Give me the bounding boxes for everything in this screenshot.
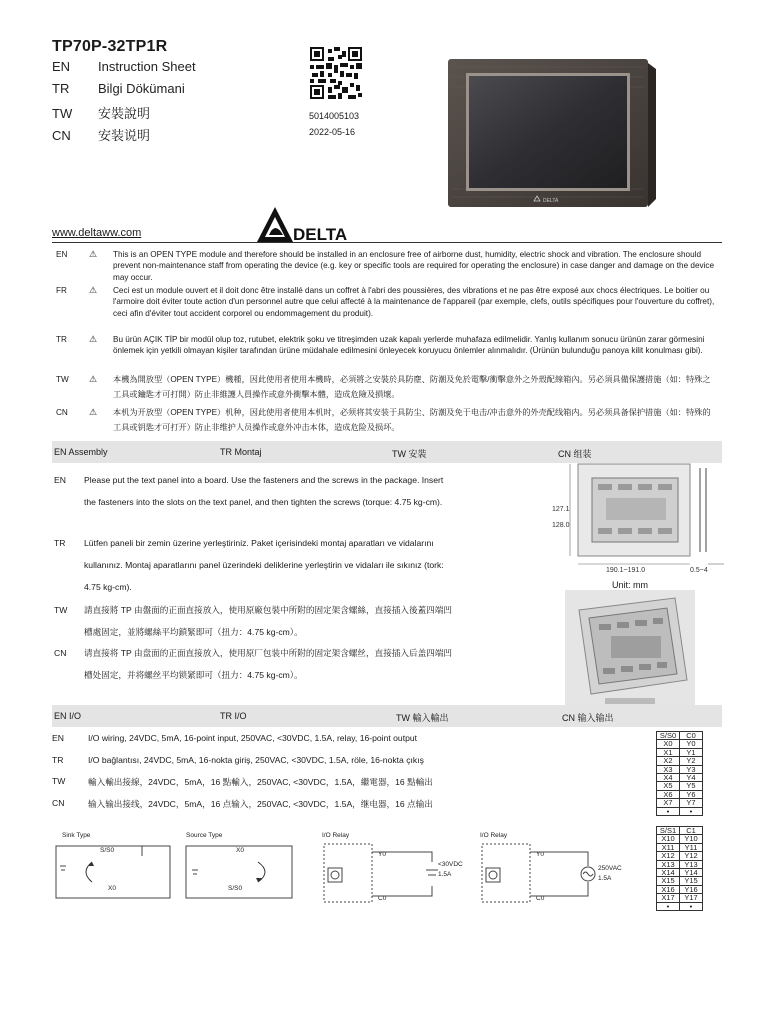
io-lang: TR (52, 755, 64, 765)
relay1-y0-label: Y0 (378, 851, 386, 858)
source-type-label: Source Type (186, 832, 223, 839)
io-wiring-diagrams (52, 826, 702, 906)
document-date: 2022-05-16 (309, 127, 356, 137)
caution-icon: ⚠ (89, 374, 98, 384)
model-title: TP70P-32TP1R (52, 38, 168, 55)
relay2-c0-label: C0 (536, 895, 545, 902)
assembly-line: 請直接將 TP 由盤面的正面直接放入，使用原廠包裝中所附的固定架含螺絲，直接插入後蓋四端凹 (84, 605, 452, 615)
lang-row-cn (52, 125, 150, 144)
output-terminal: C0 (680, 732, 703, 740)
assembly-line: Lütfen paneli bir zemin üzerine yerleştiriniz. Paket içerisindeki montaj aparatları ve vidalarını (84, 538, 434, 548)
dim-height-outer: 127.1 (552, 506, 570, 513)
lang-label: 安裝說明 (98, 106, 151, 121)
relay2-voltage: 250VAC (598, 865, 622, 872)
caution-icon: ⚠ (89, 285, 98, 295)
io-text: 输入输出接线，24VDC，5mA，16 点输入，250VAC, <30VDC，1.5A，继电器，16 点输出 (88, 799, 433, 809)
terminal-block-upper (656, 731, 703, 816)
input-terminal: X17 (657, 894, 680, 902)
relay-label-1: I/O Relay (322, 832, 350, 839)
qr-code-icon (310, 47, 362, 99)
input-terminal: • (657, 902, 680, 910)
warning-lang: TR (56, 335, 67, 344)
assembly-heading-cn: CN 组装 (558, 449, 592, 459)
assembly-heading-tr: TR Montaj (220, 447, 262, 457)
io-section-bar (52, 705, 722, 727)
input-terminal: X10 (657, 835, 680, 843)
input-terminal: S/S1 (657, 827, 680, 835)
sink-ss0-label: S/S0 (100, 847, 115, 854)
io-lang: EN (52, 733, 64, 743)
output-terminal: • (680, 807, 703, 815)
assembly-line: 槽处固定，并将螺丝平均锁紧即可（扭力：4.75 kg-cm）。 (84, 670, 303, 680)
output-terminal: Y15 (680, 877, 703, 885)
dim-height-inner: 128.0 (552, 522, 570, 529)
input-terminal: X14 (657, 869, 680, 877)
input-terminal: X1 (657, 748, 680, 756)
output-terminal: Y11 (680, 843, 703, 851)
input-terminal: X5 (657, 782, 680, 790)
io-text: I/O bağlantısı, 24VDC, 5mA, 16-nokta giriş, 250VAC, <30VDC, 1.5A, röle, 16-nokta çıkış (88, 755, 424, 765)
device-badge: DELTA (543, 198, 559, 204)
assembly-heading-en: EN Assembly (54, 447, 108, 457)
lang-code: TR (52, 81, 70, 96)
source-x0-label: X0 (236, 847, 244, 854)
delta-logo (255, 205, 355, 245)
output-terminal: Y3 (680, 765, 703, 773)
assembly-lang: TR (54, 538, 66, 548)
io-heading-tr: TR I/O (220, 711, 247, 721)
sink-type-label: Sink Type (62, 832, 91, 839)
output-terminal: Y10 (680, 835, 703, 843)
input-terminal: X15 (657, 877, 680, 885)
hmi-panel-image (448, 57, 656, 209)
output-terminal: Y2 (680, 757, 703, 765)
input-terminal: X12 (657, 852, 680, 860)
relay2-y0-label: Y0 (536, 851, 544, 858)
relay2-current: 1.5A (598, 875, 612, 882)
relay-label-2: I/O Relay (480, 832, 508, 839)
assembly-lang: CN (54, 648, 67, 658)
website-link[interactable]: www.deltaww.com (52, 227, 142, 239)
warning-text: Bu ürün AÇIK TİP bir modül olup toz, rutubet, elektrik şoku ve titreşimden uzak kapalı yerlerde muhafaza edilmelidir. Yanlış kullanım sonucu ürünün zarar görmesini önlemek için yetkili olmayan kişiler tarafından ürüne müdahale edilmesini önleyecek koruyucu önlemler alınmalıdır. (Ürünün bulunduğu panoya kilit konulması gibi). (113, 335, 705, 356)
output-terminal: Y6 (680, 790, 703, 798)
lang-row-tr (52, 81, 185, 96)
assembly-line: 槽處固定，並將螺絲平均鎖緊即可（扭力：4.75 kg-cm）。 (84, 627, 303, 637)
assembly-line: 请直接将 TP 由盘面的正面直接放入，使用原厂包装中所附的固定架含螺丝，直接插入后盖四端凹 (84, 648, 452, 658)
output-terminal: Y5 (680, 782, 703, 790)
output-terminal: Y16 (680, 885, 703, 893)
input-terminal: X0 (657, 740, 680, 748)
io-text: 輸入輸出接線，24VDC，5mA，16 點輸入，250VAC, <30VDC，1.5A，繼電器，16 點輸出 (88, 777, 433, 787)
io-heading-cn: CN 输入输出 (562, 713, 614, 723)
rear-panel-drawing (565, 590, 695, 708)
output-terminal: Y7 (680, 799, 703, 807)
relay1-c0-label: C0 (378, 895, 387, 902)
output-terminal: C1 (680, 827, 703, 835)
warning-text: This is an OPEN TYPE module and therefore should be installed in an enclosure free of airborne dust, humidity, electric shock and vibration. The enclosure should prevent non-maintenance staff from operating the device (e.g. key or specific tools are required for operating the enclosure) in case danger and damage on the device may occur. (113, 250, 715, 282)
warning-lang: CN (56, 408, 68, 417)
output-terminal: Y0 (680, 740, 703, 748)
output-terminal: Y14 (680, 869, 703, 877)
dim-width: 190.1~191.0 (606, 567, 646, 574)
assembly-line: 4.75 kg-cm). (84, 582, 132, 592)
lang-row-tw (52, 103, 150, 122)
warning-text: 本機為開放型（OPEN TYPE）機種，因此使用者使用本機時，必須將之安裝於具防塵、防潮及免於電擊/衝擊意外之外殼配線箱內。另必須具備保護措施（如：特殊之工具或鑰匙才可打開）防止非維護人員操作或意外衝擊本體，造成危險及損壞。 (113, 375, 711, 399)
brand-wordmark: DELTA (293, 225, 348, 244)
lang-label: Instruction Sheet (98, 59, 196, 74)
input-terminal: X3 (657, 765, 680, 773)
warning-lang: TW (56, 375, 69, 384)
warning-lang: FR (56, 286, 67, 295)
output-terminal: Y12 (680, 852, 703, 860)
lang-code: CN (52, 128, 71, 143)
assembly-heading-tw: TW 安裝 (392, 449, 427, 459)
sink-x0-label: X0 (108, 885, 116, 892)
assembly-lang: TW (54, 605, 68, 615)
input-terminal: X13 (657, 860, 680, 868)
warning-text: Ceci est un module ouvert et il doit donc être installé dans un coffret à l'abri des poussières, des vibrations et ne pas être exposé aux chocs électriques. Le boitier ou l'armoire doit éviter toute action d'un personnel autre que celui affecté à la maintenance de l'appareil (par exemple, clefs, outils spécifiques pour l'ouverture du coffret), ceci afin d'éviter tout accident corporel ou endommagement du produit). (113, 286, 715, 318)
output-terminal: Y4 (680, 774, 703, 782)
lang-code: EN (52, 59, 71, 74)
warning-lang: EN (56, 250, 68, 259)
input-terminal: • (657, 807, 680, 815)
terminal-row (657, 757, 703, 765)
dim-thickness: 0.5~4 (690, 567, 708, 574)
input-terminal: X7 (657, 799, 680, 807)
io-text: I/O wiring, 24VDC, 5mA, 16-point input, 250VAC, <30VDC, 1.5A, relay, 16-point output (88, 733, 418, 743)
header-divider (52, 242, 722, 243)
io-heading-tw: TW 輸入輸出 (396, 713, 449, 723)
assembly-lang: EN (54, 475, 66, 485)
assembly-line: kullanınız. Montaj aparatlarını panel üzerindeki deliklerine yerleştirin ve vidaları ile sıkınız (tork: (84, 560, 444, 570)
input-terminal: X6 (657, 790, 680, 798)
assembly-line: the fasteners into the slots on the text panel, and then tighten the screws (torque: 4.75 kg-cm). (84, 497, 443, 507)
input-terminal: X4 (657, 774, 680, 782)
document-number: 5014005103 (309, 111, 360, 121)
caution-icon: ⚠ (89, 407, 98, 417)
unit-label: Unit: mm (612, 580, 648, 590)
lang-code: TW (52, 106, 73, 121)
assembly-line: Please put the text panel into a board. Use the fasteners and the screws in the package. Insert (84, 475, 444, 485)
relay1-current: 1.5A (438, 871, 452, 878)
input-terminal: X16 (657, 885, 680, 893)
terminal-row (657, 807, 703, 815)
lang-label: Bilgi Dökümani (98, 81, 185, 96)
io-lang: CN (52, 798, 65, 808)
terminal-row (657, 799, 703, 807)
warning-text: 本机为开放型（OPEN TYPE）机种，因此使用者使用本机时，必须将其安装于具防尘、防潮及免于电击/冲击意外的外壳配线箱内。另必须具备保护措施（如：特殊的工具或钥匙才可打开）防止非维护人员操作或意外冲击本体，造成危险及损坏。 (113, 408, 711, 432)
output-terminal: Y13 (680, 860, 703, 868)
io-heading-en: EN I/O (54, 711, 82, 721)
io-lang: TW (52, 776, 66, 786)
input-terminal: X2 (657, 757, 680, 765)
input-terminal: S/S0 (657, 732, 680, 740)
caution-icon: ⚠ (89, 249, 98, 259)
source-ss0-label: S/S0 (228, 885, 243, 892)
output-terminal: Y17 (680, 894, 703, 902)
caution-icon: ⚠ (89, 334, 98, 344)
lang-row-en (52, 59, 196, 74)
output-terminal: Y1 (680, 748, 703, 756)
cutout-dimension-drawing (548, 460, 726, 578)
relay1-voltage: <30VDC (438, 861, 463, 868)
output-terminal: • (680, 902, 703, 910)
input-terminal: X11 (657, 843, 680, 851)
lang-label: 安装说明 (98, 128, 151, 143)
